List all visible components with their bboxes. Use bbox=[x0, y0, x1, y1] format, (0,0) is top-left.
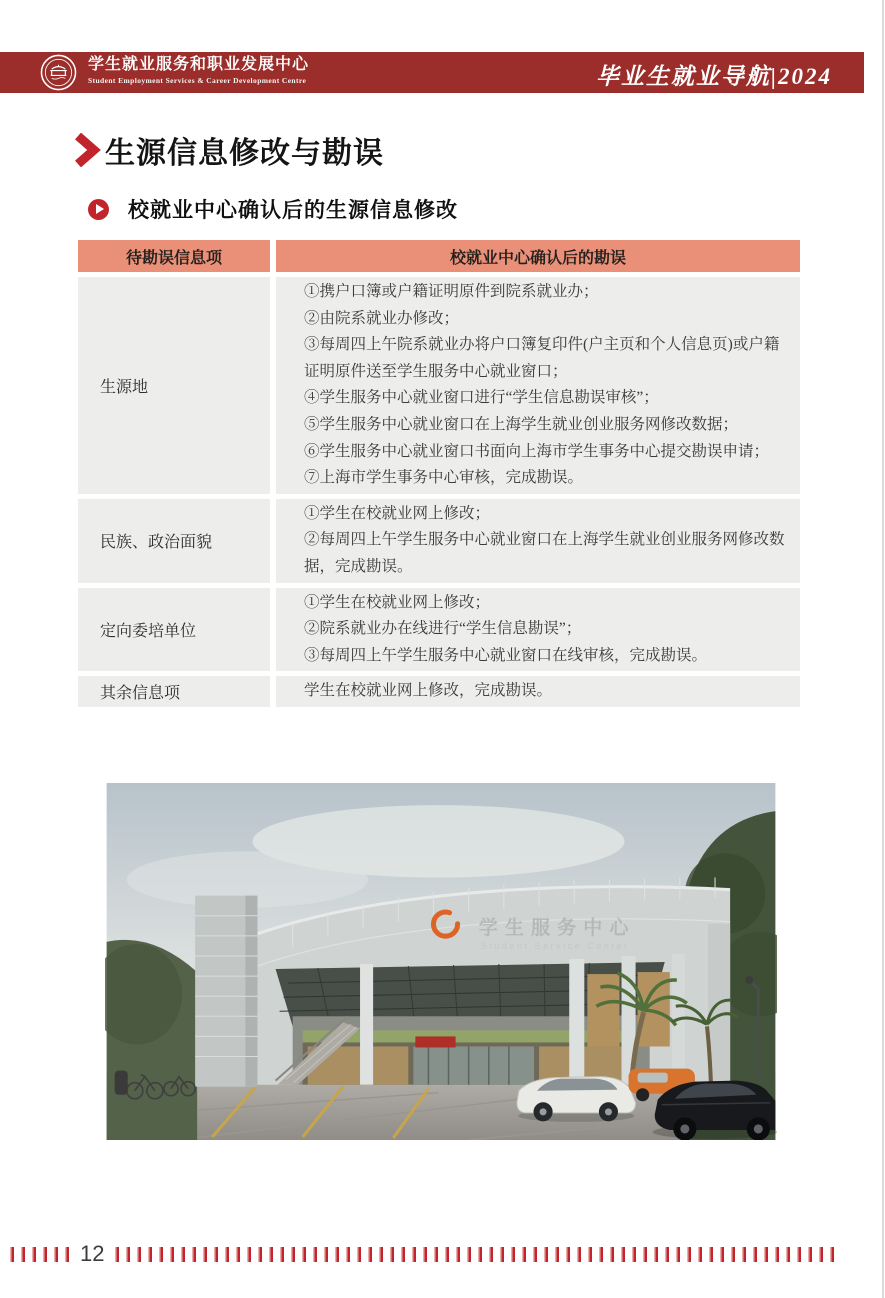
entrance-red-sign bbox=[415, 1036, 455, 1047]
footer-tick bbox=[544, 1247, 548, 1262]
footer-tick bbox=[632, 1247, 636, 1262]
entrance-glass bbox=[413, 1046, 534, 1084]
footer-tick bbox=[192, 1247, 196, 1262]
footer bbox=[10, 1241, 871, 1266]
page-number: 12 bbox=[80, 1241, 105, 1266]
row-content-line: ②由院系就业办修改； bbox=[304, 309, 460, 327]
footer-tick bbox=[379, 1247, 383, 1262]
footer-tick bbox=[412, 1247, 416, 1262]
footer-tick bbox=[10, 1247, 14, 1262]
footer-tick bbox=[159, 1247, 163, 1262]
row-content bbox=[276, 499, 800, 583]
footer-tick bbox=[247, 1247, 251, 1262]
building-sign-cn: 学生服务中心 bbox=[478, 917, 636, 939]
row-content-line: ②每周四上午学生服务中心就业窗口在上海学生就业创业服务网修改数据，完成勘误。 bbox=[304, 531, 785, 575]
row-content-line: ①学生在校就业网上修改； bbox=[304, 593, 491, 611]
footer-tick bbox=[522, 1247, 526, 1262]
footer-tick bbox=[654, 1247, 658, 1262]
footer-tick bbox=[346, 1247, 350, 1262]
footer-ticks-right bbox=[115, 1247, 834, 1262]
table-row bbox=[78, 588, 800, 672]
footer-tick bbox=[599, 1247, 603, 1262]
page-edge-line bbox=[882, 0, 884, 1298]
footer-tick bbox=[137, 1247, 141, 1262]
footer-tick bbox=[390, 1247, 394, 1262]
footer-tick bbox=[478, 1247, 482, 1262]
footer-tick bbox=[269, 1247, 273, 1262]
page-title-row bbox=[75, 128, 384, 172]
footer-tick bbox=[720, 1247, 724, 1262]
chevron-right-icon bbox=[75, 133, 101, 167]
table-row bbox=[78, 499, 800, 583]
footer-tick bbox=[566, 1247, 570, 1262]
footer-tick bbox=[456, 1247, 460, 1262]
footer-tick bbox=[467, 1247, 471, 1262]
footer-tick bbox=[43, 1247, 47, 1262]
footer-tick bbox=[555, 1247, 559, 1262]
footer-tick bbox=[819, 1247, 823, 1262]
footer-tick bbox=[786, 1247, 790, 1262]
footer-tick bbox=[797, 1247, 801, 1262]
footer-tick bbox=[610, 1247, 614, 1262]
footer-tick bbox=[764, 1247, 768, 1262]
building-photo bbox=[105, 783, 777, 1140]
footer-tick bbox=[335, 1247, 339, 1262]
footer-tick bbox=[731, 1247, 735, 1262]
section-heading-row bbox=[88, 194, 458, 224]
footer-tick bbox=[170, 1247, 174, 1262]
footer-tick bbox=[115, 1247, 119, 1262]
footer-tick bbox=[65, 1247, 69, 1262]
row-content-line: ②院系就业办在线进行“学生信息勘误”； bbox=[304, 620, 582, 638]
building-sign-en: Student Service Center bbox=[480, 940, 630, 951]
footer-tick bbox=[54, 1247, 58, 1262]
footer-tick bbox=[698, 1247, 702, 1262]
row-content-line: ①学生在校就业网上修改； bbox=[304, 504, 491, 522]
table-body bbox=[78, 277, 800, 707]
table-header-cell: 待勘误信息项 bbox=[78, 240, 270, 272]
footer-tick bbox=[181, 1247, 185, 1262]
row-label: 定向委培单位 bbox=[78, 588, 270, 672]
row-content-line: ③每周四上午学生服务中心就业窗口在线审核，完成勘误。 bbox=[304, 646, 708, 664]
footer-tick bbox=[313, 1247, 317, 1262]
footer-tick bbox=[21, 1247, 25, 1262]
footer-tick bbox=[489, 1247, 493, 1262]
row-content-line: 学生在校就业网上修改，完成勘误。 bbox=[304, 682, 553, 700]
row-content-line: ⑦上海市学生事务中心审核，完成勘误。 bbox=[304, 469, 584, 487]
row-content-line: ①携户口簿或户籍证明原件到院系就业办； bbox=[304, 283, 599, 300]
university-seal-logo bbox=[40, 54, 77, 91]
footer-tick bbox=[236, 1247, 240, 1262]
footer-tick bbox=[665, 1247, 669, 1262]
table-header-row bbox=[78, 240, 800, 272]
page-title: 生源信息修改与勘误 bbox=[105, 137, 384, 170]
footer-ticks-left bbox=[10, 1247, 69, 1262]
row-content-line: ⑥学生服务中心就业窗口书面向上海市学生事务中心提交勘误申请； bbox=[304, 442, 770, 460]
footer-tick bbox=[830, 1247, 834, 1262]
table-header-cell: 校就业中心确认后的勘误 bbox=[276, 240, 800, 272]
footer-tick bbox=[126, 1247, 130, 1262]
footer-tick bbox=[401, 1247, 405, 1262]
footer-tick bbox=[291, 1247, 295, 1262]
footer-tick bbox=[32, 1247, 36, 1262]
footer-tick bbox=[445, 1247, 449, 1262]
footer-tick bbox=[280, 1247, 284, 1262]
footer-tick bbox=[775, 1247, 779, 1262]
footer-tick bbox=[357, 1247, 361, 1262]
row-content bbox=[276, 676, 800, 707]
footer-tick bbox=[687, 1247, 691, 1262]
table-row bbox=[78, 277, 800, 494]
header-banner bbox=[0, 52, 864, 93]
footer-tick bbox=[434, 1247, 438, 1262]
row-content-line: ④学生服务中心就业窗口进行“学生信息勘误审核”； bbox=[304, 389, 659, 407]
footer-tick bbox=[258, 1247, 262, 1262]
footer-tick bbox=[302, 1247, 306, 1262]
footer-tick bbox=[742, 1247, 746, 1262]
row-content-line: ③每周四上午院系就业办将户口簿复印件(户主页和个人信息页)或户籍证明原件送至学生服务中心就业窗口； bbox=[304, 336, 780, 380]
row-content-line: ⑤学生服务中心就业窗口在上海学生就业创业服务网修改数据； bbox=[304, 415, 739, 433]
row-label: 民族、政治面貌 bbox=[78, 499, 270, 583]
footer-tick bbox=[709, 1247, 713, 1262]
footer-tick bbox=[676, 1247, 680, 1262]
row-content bbox=[276, 277, 800, 494]
footer-tick bbox=[203, 1247, 207, 1262]
footer-tick bbox=[225, 1247, 229, 1262]
footer-tick bbox=[753, 1247, 757, 1262]
footer-tick bbox=[423, 1247, 427, 1262]
table-row bbox=[78, 676, 800, 707]
footer-tick bbox=[577, 1247, 581, 1262]
row-label: 生源地 bbox=[78, 277, 270, 494]
footer-tick bbox=[214, 1247, 218, 1262]
footer-tick bbox=[148, 1247, 152, 1262]
footer-tick bbox=[511, 1247, 515, 1262]
footer-tick bbox=[500, 1247, 504, 1262]
row-content bbox=[276, 588, 800, 672]
org-name-cn: 学生就业服务和职业发展中心 bbox=[88, 56, 310, 73]
org-name-en: Student Employment Services & Career Development Centre bbox=[88, 76, 307, 85]
footer-tick bbox=[643, 1247, 647, 1262]
section-heading: 校就业中心确认后的生源信息修改 bbox=[128, 198, 458, 222]
footer-tick bbox=[533, 1247, 537, 1262]
footer-tick bbox=[368, 1247, 372, 1262]
play-circle-icon bbox=[88, 199, 109, 220]
row-label: 其余信息项 bbox=[78, 676, 270, 707]
footer-tick bbox=[621, 1247, 625, 1262]
org-name-block bbox=[88, 55, 309, 87]
footer-tick bbox=[324, 1247, 328, 1262]
banner-title: 毕业生就业导航|2024 bbox=[595, 64, 832, 89]
footer-tick bbox=[588, 1247, 592, 1262]
correction-table bbox=[78, 240, 800, 712]
footer-tick bbox=[808, 1247, 812, 1262]
